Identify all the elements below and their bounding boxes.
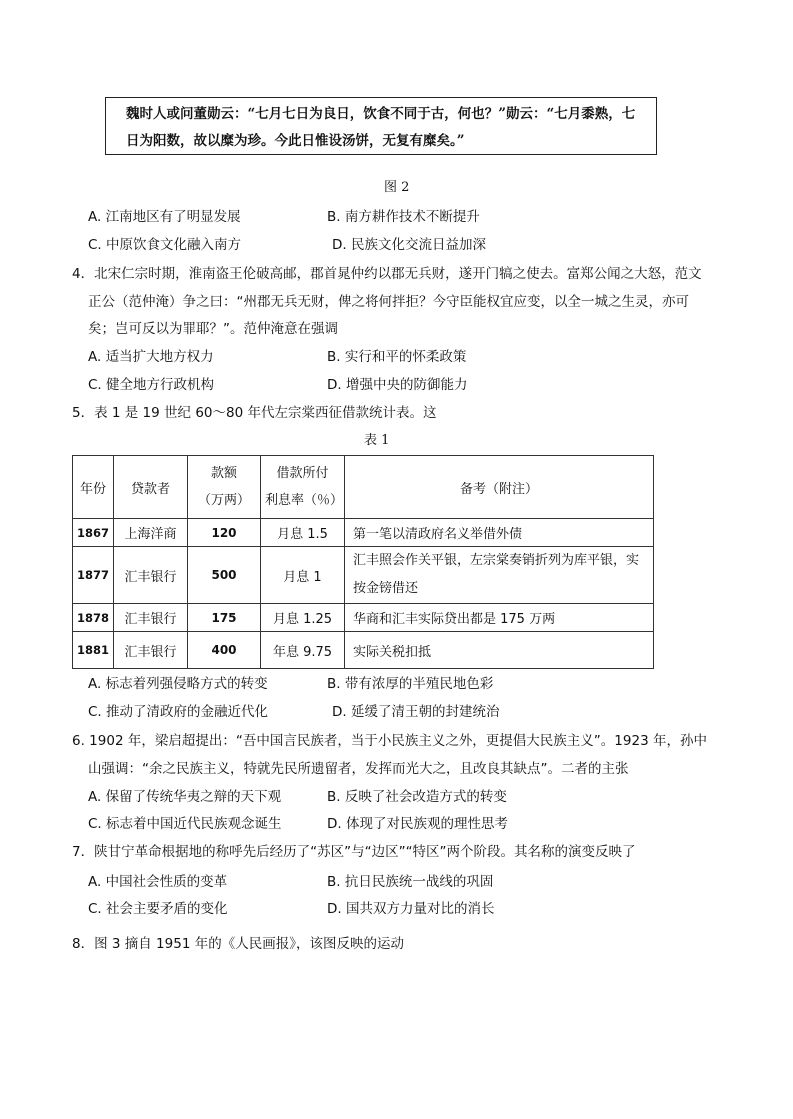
header-lender: 贷款者 bbox=[114, 456, 188, 519]
cell-year: 1878 bbox=[73, 604, 114, 632]
cell-rate: 月息 1.5 bbox=[261, 519, 345, 547]
q5-stem: 5．表 1 是 19 世纪 60～80 年代左宗棠西征借款统计表。这 bbox=[72, 405, 437, 421]
q3-option-d: D. 民族文化交流日益加深 bbox=[332, 237, 486, 253]
q5-option-d: D. 延缓了清王朝的封建统治 bbox=[332, 704, 500, 720]
cell-lender: 汇丰银行 bbox=[114, 604, 188, 632]
cell-amount: 175 bbox=[188, 604, 261, 632]
q7-stem: 7．陕甘宁革命根据地的称呼先后经历了“苏区”与“边区”“特区”两个阶段。其名称的演变反映了 bbox=[72, 844, 636, 860]
q4-stem-line-2: 正公（范仲淹）争之曰：“州郡无兵无财，俾之将何拌拒？今守臣能权宜应变，以全一城之生灵，亦可 bbox=[88, 294, 689, 310]
q4-option-d: D. 增强中央的防御能力 bbox=[327, 377, 468, 393]
q4-option-b: B. 实行和平的怀柔政策 bbox=[327, 349, 467, 365]
table-row bbox=[73, 519, 654, 547]
cell-lender: 汇丰银行 bbox=[114, 547, 188, 604]
cell-year: 1867 bbox=[73, 519, 114, 547]
q5-option-c: C. 推动了清政府的金融近代化 bbox=[88, 704, 269, 720]
table-row bbox=[73, 632, 654, 669]
q6-option-d: D. 体现了对民族观的理性思考 bbox=[327, 816, 508, 832]
cell-amount: 500 bbox=[188, 547, 261, 604]
header-amount bbox=[188, 456, 261, 519]
loan-table bbox=[72, 455, 654, 669]
header-rate-line-2: 利息率（％） bbox=[265, 493, 344, 508]
cell-amount: 400 bbox=[188, 632, 261, 669]
q5-option-b: B. 带有浓厚的半殖民地色彩 bbox=[327, 676, 494, 692]
quote-line-2: 日为阳数，故以糜为珍。今此日惟设汤饼，无复有糜矣。” bbox=[126, 133, 465, 149]
q4-option-c: C. 健全地方行政机构 bbox=[88, 377, 215, 393]
q7-option-b: B. 抗日民族统一战线的巩固 bbox=[327, 874, 494, 890]
q3-option-c: C. 中原饮食文化融入南方 bbox=[88, 237, 242, 253]
cell-year: 1881 bbox=[73, 632, 114, 669]
header-year: 年份 bbox=[73, 456, 114, 519]
table-header-row bbox=[73, 456, 654, 519]
q4-stem-line-3: 矣；岂可反以为罪耶？”。范仲淹意在强调 bbox=[88, 321, 338, 337]
cell-lender: 上海洋商 bbox=[114, 519, 188, 547]
figure-2-caption: 图 2 bbox=[384, 180, 410, 195]
q6-option-b: B. 反映了社会改造方式的转变 bbox=[327, 789, 507, 805]
header-amount-line-2: （万两） bbox=[197, 493, 250, 508]
quote-box bbox=[105, 97, 657, 155]
q5-option-a: A. 标志着列强侵略方式的转变 bbox=[88, 676, 268, 692]
cell-rate: 月息 1 bbox=[261, 547, 345, 604]
header-rate-line-1: 借款所付 bbox=[276, 466, 329, 481]
cell-note: 第一笔以清政府名义举借外债 bbox=[345, 519, 654, 547]
q7-option-d: D. 国共双方力量对比的消长 bbox=[327, 901, 495, 917]
quote-line-1: 魏时人或问董勋云：“七月七日为良日，饮食不同于古，何也？”勋云：“七月黍熟，七 bbox=[126, 106, 636, 122]
header-amount-line-1: 款额 bbox=[210, 466, 237, 481]
q4-option-a: A. 适当扩大地方权力 bbox=[88, 349, 214, 365]
table-row bbox=[73, 547, 654, 604]
table-row bbox=[73, 604, 654, 632]
q8-stem: 8．图 3 摘自 1951 年的《人民画报》，该图反映的运动 bbox=[72, 936, 404, 952]
table-1-caption: 表 1 bbox=[364, 433, 390, 448]
q3-option-a: A. 江南地区有了明显发展 bbox=[88, 209, 241, 225]
q4-stem-line-1: 4．北宋仁宗时期，淮南盗王伦破高邮，郡首晁仲约以郡无兵财，遂开门犒之使去。富郑公闻之大怒，范文 bbox=[72, 266, 702, 282]
q6-stem-line-1: 6. 1902 年，梁启超提出：“吾中国言民族者，当于小民族主义之外，更提倡大民族主义”。1923 年，孙中 bbox=[72, 733, 707, 749]
q6-stem-line-2: 山强调：“余之民族主义，特就先民所遗留者，发挥而光大之，且改良其缺点”。二者的主张 bbox=[88, 761, 629, 777]
q7-option-c: C. 社会主要矛盾的变化 bbox=[88, 901, 228, 917]
cell-note: 华商和汇丰实际贷出都是 175 万两 bbox=[345, 604, 654, 632]
q7-option-a: A. 中国社会性质的变革 bbox=[88, 874, 228, 890]
cell-rate: 月息 1.25 bbox=[261, 604, 345, 632]
cell-lender: 汇丰银行 bbox=[114, 632, 188, 669]
q3-option-b: B. 南方耕作技术不断提升 bbox=[327, 209, 480, 225]
cell-year: 1877 bbox=[73, 547, 114, 604]
cell-rate: 年息 9.75 bbox=[261, 632, 345, 669]
header-note: 备考（附注） bbox=[345, 456, 654, 519]
cell-note: 汇丰照会作关平银，左宗棠奏销折列为库平银，实按金镑借还 bbox=[345, 547, 654, 604]
cell-note: 实际关税扣抵 bbox=[345, 632, 654, 669]
cell-amount: 120 bbox=[188, 519, 261, 547]
q6-option-a: A. 保留了传统华夷之辩的天下观 bbox=[88, 789, 282, 805]
q6-option-c: C. 标志着中国近代民族观念诞生 bbox=[88, 816, 282, 832]
header-rate bbox=[261, 456, 345, 519]
